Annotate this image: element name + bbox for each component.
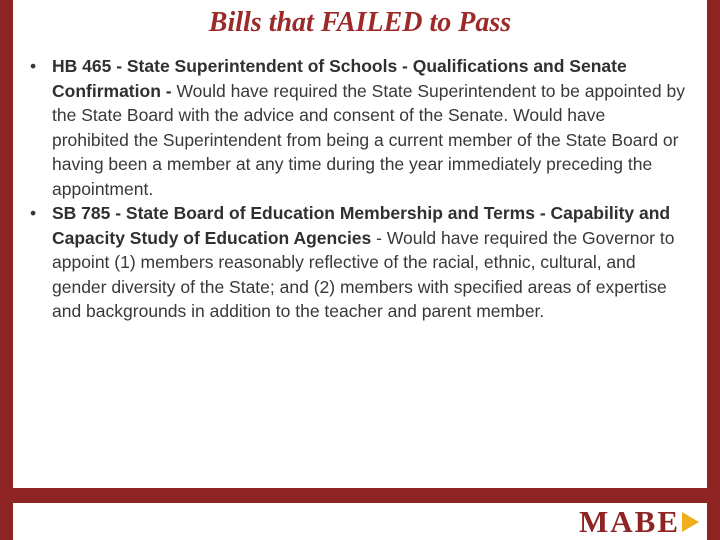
logo-arrow-icon — [682, 512, 699, 532]
mabe-logo-text: MABE — [579, 504, 680, 539]
bullet-marker: • — [30, 203, 37, 223]
slide-header — [13, 0, 707, 50]
left-border-bar — [0, 0, 13, 540]
bullet-item-sb785 — [30, 201, 686, 324]
slide-footer — [13, 503, 707, 540]
bullet-regular-segment: - Would have required the Governor to appoint (1) members reasonably reflective of the racial, ethnic, cultural, and gender diversity of the State; and (2) members with specified areas of expertise and backgrounds in addition to the teacher and parent member. — [52, 227, 675, 321]
slide-title: Bills that FAILED to Pass — [208, 7, 512, 38]
bullet-text — [52, 201, 686, 324]
bullet-bold-segment: HB 465 - State Superintendent of Schools - Qualifications and Senate Confirmation - — [52, 56, 627, 101]
bottom-accent-bar — [0, 488, 720, 503]
bullet-regular-segment: Would have required the State Superintendent to be appointed by the State Board with the advice and consent of the Senate. Would have prohibited the Superintendent from being a current member of the State Board or having been a member at any time during the year immediately preceding the appointment. — [52, 80, 685, 199]
slide-body — [30, 54, 686, 324]
right-border-bar — [707, 0, 720, 540]
bullet-marker: • — [30, 56, 37, 76]
bullet-bold-segment: SB 785 - State Board of Education Membership and Terms - Capability and Capacity Study of Education Agencies — [52, 203, 671, 248]
mabe-logo — [579, 506, 699, 537]
bullet-text — [52, 54, 686, 201]
bullet-item-hb465 — [30, 54, 686, 201]
